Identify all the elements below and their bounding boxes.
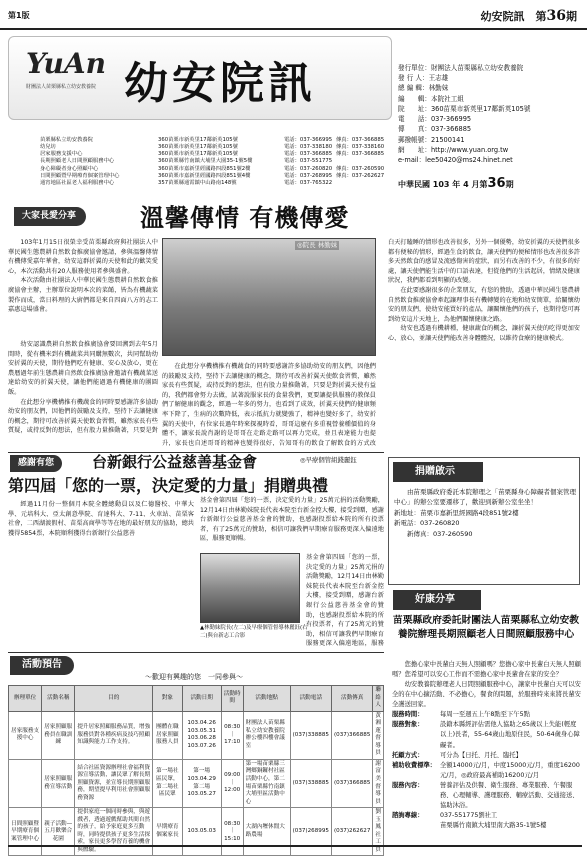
directory-row bbox=[40, 166, 390, 173]
directory-cell: 電話：037-765322 bbox=[284, 179, 333, 186]
page-number: 第1版 bbox=[8, 11, 30, 20]
service-row bbox=[392, 781, 582, 811]
section-tag: 感謝有您 bbox=[10, 455, 62, 472]
table-cell: (037)262627 bbox=[331, 808, 372, 856]
pub-info-line: 電 話：037-366995 bbox=[398, 115, 472, 124]
table-cell: (037)366885 bbox=[331, 711, 372, 759]
events-table bbox=[8, 685, 384, 856]
footer-rule bbox=[8, 845, 582, 847]
table-cell: (037)268995 bbox=[290, 808, 331, 856]
pub-info-line: e-mail：lee50420@ms24.hinet.net bbox=[398, 155, 513, 164]
table-header-cell: 活動地點 bbox=[243, 686, 290, 712]
section-tag: 大家長愛分享 bbox=[14, 207, 86, 226]
directory-row bbox=[40, 173, 390, 180]
table-cell bbox=[9, 759, 42, 807]
notice-title: 捐贈啟示 bbox=[393, 462, 483, 482]
directory-cell: 360苗栗市嘉新里經國路四段851號4樓 bbox=[158, 172, 251, 179]
pub-info-line: 總 編 輯：林勤妹 bbox=[398, 84, 449, 93]
directory-cell: 傳真：037-338160 bbox=[336, 144, 385, 151]
service-row bbox=[392, 710, 582, 720]
directory-cell: 360苗栗縣竹南鎮大埔里大園35-1號5樓 bbox=[158, 158, 253, 165]
photo-caption: ◎院長 林勤妹 bbox=[297, 241, 338, 249]
events-note: ～歡迎有興趣的您 一同參與～ bbox=[145, 673, 243, 681]
directory-cell: 電話：037-366995 bbox=[284, 137, 333, 143]
directory-cell: 居家服務支援中心 bbox=[40, 151, 83, 158]
service-key: 服務時間： bbox=[392, 711, 424, 719]
service-row bbox=[392, 761, 582, 781]
table-cell: 08:30｜17:10 bbox=[221, 711, 243, 759]
service-key: 諮詢專線： bbox=[392, 811, 424, 819]
service-key: 服務內容： bbox=[392, 781, 424, 789]
service-value: 全額14000元/月，中度15000元/月，重度16200元/月，◎政府最高補助16200元/月 bbox=[440, 761, 580, 779]
notice-body: 由苗栗縣政府委託本院辦理之「苗栗縣身心障礙者個案管理中心」的辦公室要遷移了，歡迎到新辦公室坐坐！ 新地址：苗栗市嘉新里經國路4段851號2樓 新電話：037-260820 新傳真：037-260590 bbox=[394, 488, 576, 538]
table-cell: 09:00｜12:00 bbox=[221, 759, 243, 807]
article-paragraph: 103年1月15日很榮幸受苗栗縣政府與社團法人中華民國生態農耕自然飲食推廣協會邀請，參與溫馨傳情 有機傳愛嘉年華會，幼安這群折翼的天使和此的歡笑愛心，本次活動共有20人服務使用者參與盛會。 本次活動由社團法人中華民國生態農耕自然飲食推廣協會主辦，主辦單位說明本次的菜餚，皆為有機蔬菜製作而成，當日料理的大廚們都是來自四面八方的志工嘉惠這場盛會。 bbox=[8, 239, 158, 314]
directory-cell: 長期照顧老人日間照顧服務中心 bbox=[40, 158, 115, 165]
service-value: 設籍本縣經評估需他人協助之65歲以上失能(輕度以上)長者，55-64歲山地原住民，50-64歲身心障礙者。 bbox=[440, 721, 580, 749]
table-cell: (037)338885 bbox=[290, 759, 331, 807]
service-value: 每周一至週五上午8點至下午5點 bbox=[440, 711, 530, 719]
table-cell: 第一場苗栗縣三灣鄉銅鑼村社區活動中心，第二場苗栗縣竹南鎮大埔里區活動中心 bbox=[243, 759, 290, 807]
table-cell: 第一場103.04.29 第二場103.05.27 bbox=[182, 759, 221, 807]
pub-info-line: 編 輯：本院社工組 bbox=[398, 94, 464, 103]
pub-info-line: 郵撥帳號：21500141 bbox=[398, 135, 465, 144]
service-key bbox=[392, 821, 440, 831]
directory-cell: 360苗栗市新英里17鄰新英105號 bbox=[158, 144, 238, 151]
table-cell: 財團法人苗栗縣私立幼安教養院辦公樓四樓會議室 bbox=[243, 711, 290, 759]
service-key: 服務對象： bbox=[392, 721, 424, 729]
service-value: 037-551775劉社工 bbox=[440, 811, 498, 819]
table-cell: 提升居家照顧服務品質，增強服務員對各種疾病及技巧照顧知識與能力工作支持。 bbox=[75, 711, 153, 759]
service-row bbox=[392, 720, 582, 750]
table-header-cell: 活動日期 bbox=[182, 686, 221, 712]
directory-cell: 幼兒坊 bbox=[40, 144, 56, 151]
directory-cell: 傳真：037-366885 bbox=[336, 137, 385, 143]
table-header-cell: 對象 bbox=[153, 686, 183, 712]
directory-cell: 電話：037-366885 bbox=[284, 151, 333, 158]
directory-cell: 身心障礙者身心照顧中心 bbox=[40, 165, 99, 172]
article-paragraph: 幼安認識農耕自然飲食推廣協會要回溯到去年5月間時，從有機米到有機蔬菜共同購無數次，共同幫助幼安折翼的天使，期待他們吃有健康、安心及放心，更在農曆過年前生態農耕自然飲食推廣協會邀請有機蔬菜送達給幼安的折翼天使，讓他們能過過有機健康的團圓飯。 在此想分享機構推有機蔬食的同時要感謝許多協助幼安的朋友們，因他們的鼓勵及支持，堅持下去讓健康的概念，期待可改善折翼天使飲食習慣，雖然家長有些質疑，或持反對的想法，但有股力量推動著，只要是對 bbox=[8, 341, 158, 434]
directory-cell: 電話：037-338180 bbox=[284, 144, 333, 151]
newsletter-title: 幼安院訊 bbox=[124, 58, 316, 109]
table-cell: 第一場社區民眾，第二場社區民眾 bbox=[153, 759, 183, 807]
directory-cell: 日間照顧暨早期療育個案管理中心 bbox=[40, 172, 120, 179]
issue-header: 幼安院訊 第36期 bbox=[480, 8, 577, 24]
directory-cell: 電話：037-260820 bbox=[284, 165, 333, 172]
table-row bbox=[9, 711, 384, 759]
service-row bbox=[392, 821, 582, 831]
table-cell: 日間照顧暨早期療育個案管理中心 bbox=[9, 808, 42, 856]
sponsor-title: 台新銀行公益慈善基金會 bbox=[92, 453, 258, 471]
service-value: 可分為【日托、月托、臨托】 bbox=[440, 751, 522, 759]
directory-cell: 360苗栗市嘉新里經國路四段851號2樓 bbox=[158, 165, 251, 172]
logo: YuAn bbox=[26, 47, 106, 80]
article-paragraph: 基金會第四屆「您的一票，決定愛的力量」25萬元捐的活動獎勵，12月14日由林勤妹院長代表本院至台新金控大樓，接受到贈，感謝台新銀行公益慈善基金會的贊助，也感謝投票給本院的所有投票者，有了25萬元的贊助，相信可讓我們早期療育服務更深入偏遠地區，服務 bbox=[306, 554, 384, 648]
table-cell: (037)338885 bbox=[290, 711, 331, 759]
section-tag: 活動預告 bbox=[10, 656, 74, 675]
directory-cell: 357苗栗縣通霄鎮中山路南148號 bbox=[158, 179, 237, 186]
article-paragraph: 白天打瞌睡的情形也改善很多，另外一個優勢，幼安折翼的天使們很多都有便秘的情形，經過生食的飲食，讓天使們的便秘情形也改善很多許多天然飲食的感冒及流感傷害的症狀，而另有改善的不少，有很多的好處，讓天使們能生活中的口語表達，但從他們的生活起居，情緒及健康狀況，我們都看到明顯的改變。 在此要感謝很多的企業朋友，有您的贊助，透過中華民國生態農耕自然飲食推廣協會牽起讓理事長有機轉變的在地和幼安簡單，給關懷幼安的朋友們，使幼安能買好的產品，讓關懷他們的孩子，也期待您可再到幼安這片天地上，為他們關懷健康之路。 幼安也透過有機耕種，健康蔬食的概念，讓折翼天使的吃得更加安心、放心，並讓天使們能改善身體體況，以維持食療的健康模式。 bbox=[388, 239, 580, 343]
directory-cell bbox=[336, 158, 390, 165]
directory-cell: 360苗栗市新英里17鄰新英105號 bbox=[158, 137, 238, 143]
pub-info-line: 發 行 人：王志雄 bbox=[398, 74, 449, 83]
directory-cell: 苗栗縣私立幼安教養院 bbox=[40, 137, 93, 143]
group-photo bbox=[162, 238, 376, 356]
service-key: 托顧方式： bbox=[392, 751, 424, 759]
table-header-cell: 聯絡人 bbox=[373, 686, 384, 712]
pub-info-line: 發行單位：財團法人苗栗縣私立幼安教養院 bbox=[398, 64, 524, 72]
table-cell: 103.05.03 bbox=[182, 808, 221, 856]
article-title: 溫馨傳情 有機傳愛 bbox=[140, 204, 350, 232]
table-cell: 居家照顧服務員在職訓練 bbox=[42, 711, 75, 759]
table-row bbox=[9, 808, 384, 856]
service-value: 營養評估及供餐、衛生服務、專業服務、午餐服務、心理輔導、護理服務、輔療活動、交通接送、協助沐浴。 bbox=[440, 781, 579, 809]
table-cell: 親子活動—五月歡樂合花園 bbox=[42, 808, 75, 856]
table-cell: 103.04.26 103.05.31 103.06.28 103.07.26 bbox=[182, 711, 221, 759]
service-details: 您擔心家中長輩白天無人照顧嗎？您擔心家中長輩白天無人照顧嗎？您希望可以安心工作而不需擔心家中長輩會在家的安全？ 幼安教養院辦理老人日間照顧服務中心，讓家中長輩白天可以安全的在中心擴活動、不必擔心，餐食的問題，於服務時來來將長輩安全護送回家。 服務時間： 每周一至週五上午8點至下午5點 服務對象： 設籍本縣經評估需他人協助之65歲以上失能(輕度以上)長者，55-64歲山地原住民，50-64歲身心障礙者。 托顧方式： 可分為【日托、月托、臨托】 補助收費標準： 全額14000元/月，中度15000元/月，重度16200元/月，◎政府最高補助16200元/月 服務內容： 營養評估及供餐、衛生服務、專業服務、午餐服務、心理輔導、護理服務、輔療活動、交通接送、協助沐浴。 諮詢專線： 037-551775劉社工 苗栗縣竹南鎮大埔里南大路35-1號5樓 bbox=[392, 660, 582, 831]
service-row bbox=[392, 751, 582, 761]
directory-cell: 傳真：037-366885 bbox=[336, 151, 385, 158]
table-cell: 居家照顧服務宣導活動 bbox=[42, 759, 75, 807]
table-cell: 謝富美督導員 bbox=[373, 759, 384, 807]
directory-cell bbox=[336, 180, 390, 187]
directory-row bbox=[40, 158, 390, 165]
directory-cell: 電話：037-551775 bbox=[284, 158, 333, 165]
table-cell: 劉玉鳳社工員 bbox=[373, 808, 384, 856]
table-cell: 提供家庭一個同時參與，與遊戲者，透過遊戲幫助其間自然的孩子，給予家庭更多互動時，同時提供孩子更多生活探索，家長更多學習育養的機會與體驗。 bbox=[75, 808, 153, 856]
directory-cell: 電話：037-268995 bbox=[284, 172, 333, 179]
table-cell: 早期療育個案家長 bbox=[153, 808, 183, 856]
issue-date: 中華民國 103 年 4 月第36期 bbox=[398, 176, 514, 191]
pub-info-line: 院 址：360苗栗市新英里17鄰新英105號 bbox=[398, 104, 531, 113]
directory-cell: 傳真：037-260590 bbox=[336, 165, 385, 172]
table-header-cell: 目的 bbox=[75, 686, 153, 712]
author-badge: ◎早療個管組錢麗鈺 bbox=[300, 456, 357, 464]
table-header-cell: 活動傳真 bbox=[331, 686, 372, 712]
table-header-cell: 活動電話 bbox=[290, 686, 331, 712]
table-cell: 黃湘蓮督導員 bbox=[373, 711, 384, 759]
table-cell: 居家服務支援中心 bbox=[9, 711, 42, 759]
article-paragraph: 在此想分享機構推有機蔬食的同時要感謝許多協助幼安的朋友們，因他們的鼓勵及支持，堅持下去讓健康的概念，期待可改善折翼天使飲食習慣，雖然家長有些質疑，或持反對的想法，但有股力量推動著，只要是對折翼天使有益的，我們都會努力去做，試著說服家長的食量我們，更要讓提供服務的教保員們了解健康的觀念，經過一年多的努力，也看到了成效，折翼天使們的健康頻率下降了，生病的次數降低，表示抵抗力就變強了，精神也變好多了，幼安折翼的天使中，有位家長過年時來探視時看，哥哥這麼有多重視營養種價值的身體不，讓家長說肖謝的是哥哥在走路走路可以再力完成，並且表達能力也提升，家長也自述哥哥的精神也變得很好，告知哥有的飲食了解飲食的方式改 bbox=[162, 363, 376, 446]
section-tag: 好康分享 bbox=[393, 590, 481, 610]
service-key: 補助收費標準： bbox=[392, 761, 437, 769]
table-cell: 大湖內壢休閒大路農場 bbox=[243, 808, 290, 856]
service-row bbox=[392, 811, 582, 821]
article-paragraph: 基金會第四屆「您的一票，決定愛的力量」25萬元捐的活動獎勵，12月14日由林勤妹院長代表本院至台新金控大樓，接受到贈，感謝台新銀行公益慈善基金會的贊助，也感謝投票給本院的所有投票者，有了25萬元的贊助，相信可讓我們早期療育服務更深入偏遠地區，服務更順暢。 bbox=[200, 497, 384, 543]
table-header-cell: 活動時間 bbox=[221, 686, 243, 712]
logo-org-name: 財團法人苗栗縣私立幼安教養院 bbox=[26, 84, 97, 90]
table-cell: 08:30｜15:10 bbox=[221, 808, 243, 856]
service-value: 苗栗縣竹南鎮大埔里南大路35-1號5樓 bbox=[440, 822, 547, 829]
pub-info-line: 網 址：http://www.yuan.org.tw bbox=[398, 145, 509, 154]
pub-info-line: 傳 真：037-366885 bbox=[398, 125, 472, 134]
table-cell: 團體在職居家照顧服務人員 bbox=[153, 711, 183, 759]
table-row bbox=[9, 759, 384, 807]
service-directory bbox=[40, 137, 390, 187]
directory-cell: 傳真：037-262627 bbox=[336, 172, 385, 179]
table-header-cell: 辦理單位 bbox=[9, 686, 42, 712]
directory-cell: 通宵地區社區老人福利服務中心 bbox=[40, 179, 115, 186]
publication-info bbox=[398, 63, 583, 165]
table-cell: 結合社區資源辦理社會福利資源宣導活動，讓民眾了解長期照顧資源，並宣導長期照顧服務，期望提早利用社會照顧服務資源 bbox=[75, 759, 153, 807]
article-paragraph: 經過11月份一整個月本院全體總動員以及仁德醫校、中華大學、元培科大、亞太創意學院、育達科大、7-11、火車站、苗栗客社會，二西湖渡假村、苗栗高商學等等在地的最好朋友的協助，總共獲得5854票，本院順利獲得台新銀行公益慈善 bbox=[8, 501, 194, 537]
ceremony-photo bbox=[200, 553, 300, 623]
campaign-title: 第四屆「您的一票，決定愛的力量」捐贈典禮 bbox=[8, 476, 329, 495]
directory-cell: 360苗栗市新英里17鄰新英105號 bbox=[158, 151, 238, 158]
service-title: 苗栗縣政府委託財團法人苗栗縣私立幼安教養院辦理長期照顧老人日間照顧服務中心 bbox=[392, 615, 580, 640]
directory-row bbox=[40, 180, 390, 187]
table-header-cell: 活動名稱 bbox=[42, 686, 75, 712]
table-cell: (037)366885 bbox=[331, 759, 372, 807]
photo-caption: ▲林勤妹院長(左二)及早療個管督導林麗鈺(右二)與台新志工合影 bbox=[200, 625, 308, 639]
